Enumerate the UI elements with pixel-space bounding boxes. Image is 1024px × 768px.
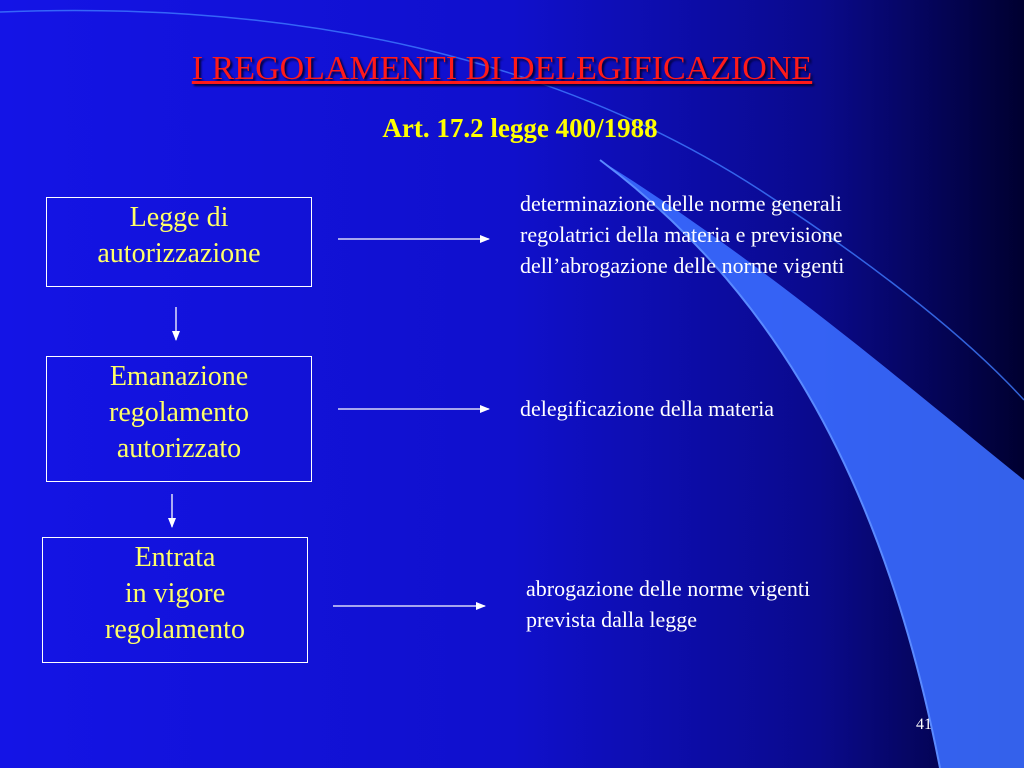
description-line: regolatrici della materia e previsione <box>520 222 843 247</box>
description-line: abrogazione delle norme vigenti <box>526 576 811 601</box>
description-line: delegificazione della materia <box>520 396 775 421</box>
step-box-line: Entrata <box>134 542 216 573</box>
step-box-line: in vigore <box>124 578 226 609</box>
step-box-line: autorizzato <box>116 433 242 464</box>
step-box-line: regolamento <box>105 614 245 645</box>
step-box-line: autorizzazione <box>97 238 261 269</box>
step-box-line: Emanazione <box>109 361 249 392</box>
description-line: determinazione delle norme generali <box>520 191 842 216</box>
description-line: dell’abrogazione delle norme vigenti <box>520 253 845 278</box>
description-line: prevista dalla legge <box>526 607 698 632</box>
slide-title: I REGOLAMENTI DI DELEGIFICAZIONE <box>191 50 813 87</box>
slide-subtitle: Art. 17.2 legge 400/1988 <box>382 113 658 143</box>
step-box-line: Legge di <box>129 202 229 233</box>
page-number: 41 <box>916 716 932 733</box>
step-box-line: regolamento <box>109 397 249 428</box>
